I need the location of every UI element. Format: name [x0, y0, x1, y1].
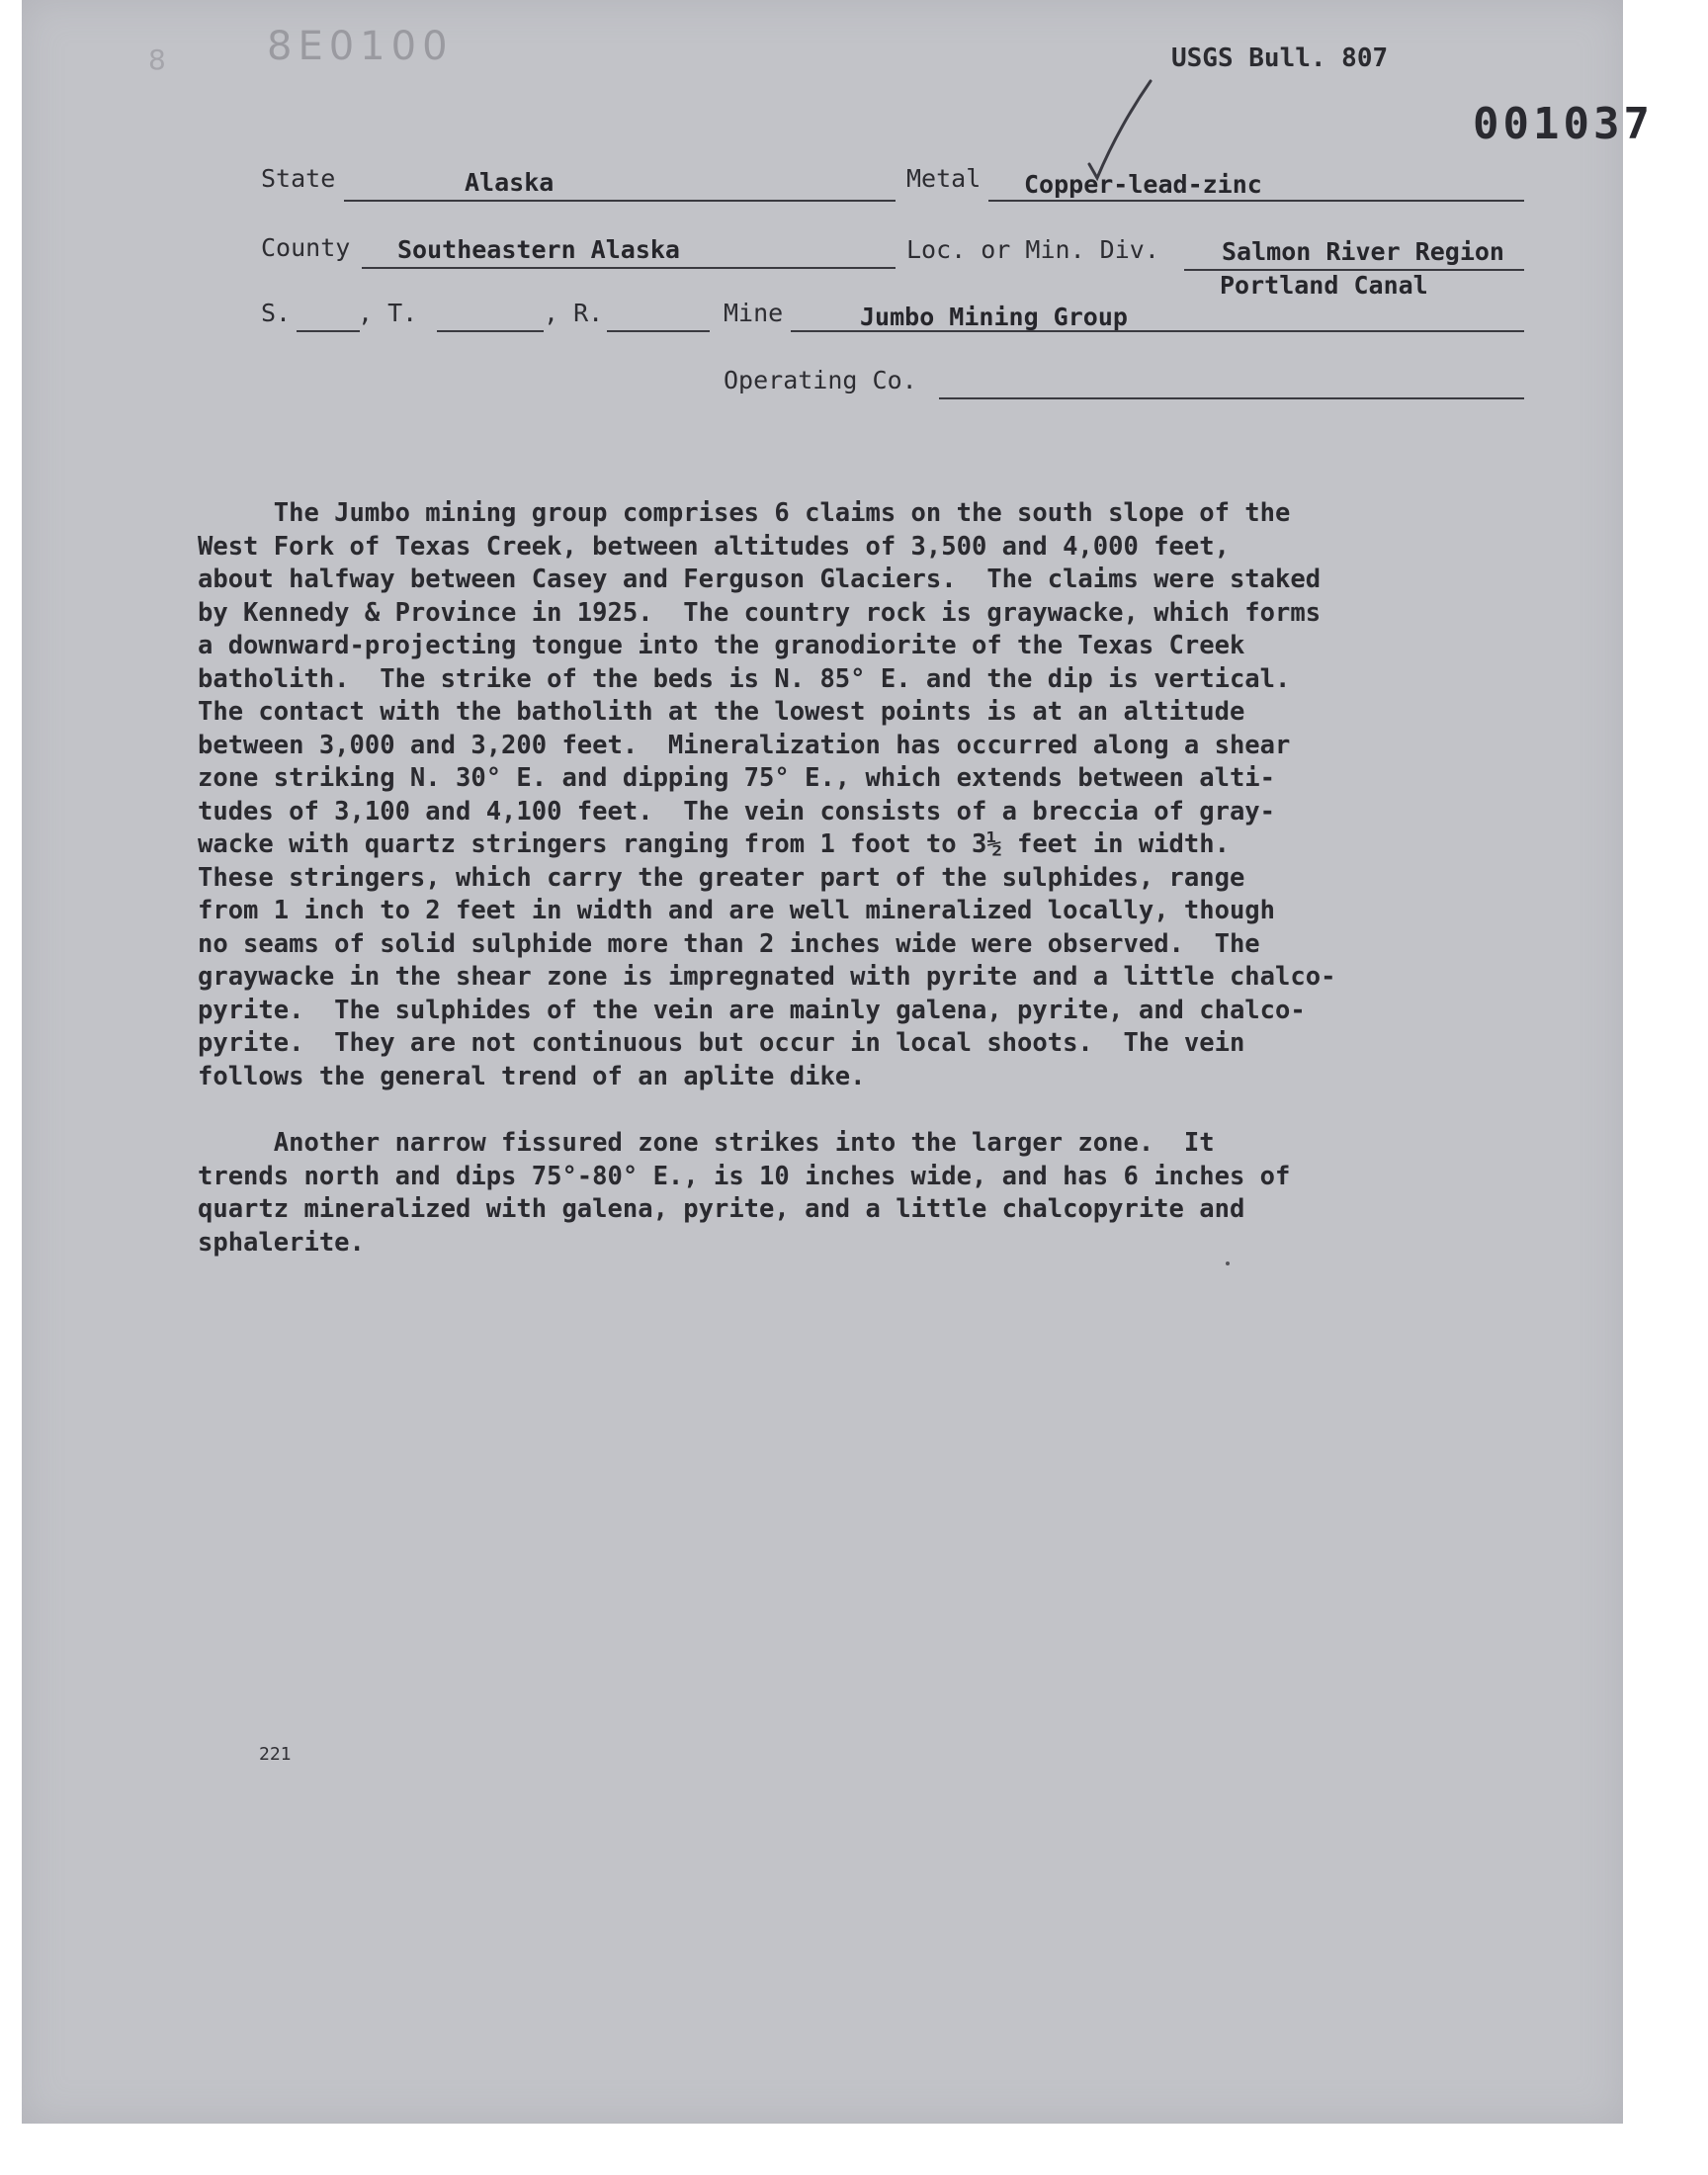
text-line: graywacke in the shear zone is impregnated with pyrite and a little chalco-	[198, 962, 1336, 992]
text-line: about halfway between Casey and Ferguson Glaciers. The claims were staked	[198, 565, 1322, 594]
county-label: County	[261, 233, 351, 262]
text-line: pyrite. They are not continuous but occur in local shoots. The vein	[198, 1028, 1245, 1058]
document-number: 001037	[1473, 99, 1654, 149]
text-line: from 1 inch to 2 feet in width and are well mineralized locally, though	[198, 896, 1276, 925]
paper-speck	[1226, 1262, 1230, 1265]
county-value: Southeastern Alaska	[397, 235, 680, 264]
county-line	[362, 267, 896, 269]
text-line: quartz mineralized with galena, pyrite, and a little chalcopyrite and	[198, 1194, 1245, 1224]
township-line	[437, 330, 544, 332]
text-line: wacke with quartz stringers ranging from 1 foot to 3½ feet in width.	[198, 829, 1230, 859]
mine-label: Mine	[724, 299, 784, 327]
text-line: West Fork of Texas Creek, between altitudes of 3,500 and 4,000 feet,	[198, 531, 1230, 562]
location-label: Loc. or Min. Div.	[906, 235, 1159, 264]
text-line: follows the general trend of an aplite dike.	[198, 1061, 866, 1091]
text-line: The contact with the batholith at the lowest points is at an altitude	[198, 697, 1245, 727]
section-line	[297, 330, 360, 332]
section-label: S.	[261, 299, 292, 327]
text-line: batholith. The strike of the beds is N. 85° E. and the dip is vertical.	[198, 663, 1291, 694]
metal-value: Copper-lead-zinc	[1024, 170, 1262, 199]
text-line: pyrite. The sulphides of the vein are mainly galena, pyrite, and chalco-	[198, 995, 1306, 1025]
range-line	[607, 330, 710, 332]
text-line: The Jumbo mining group comprises 6 claims on the south slope of the	[198, 498, 1291, 528]
text-line: These stringers, which carry the greater part of the sulphides, range	[198, 862, 1245, 893]
smudge-mark: 8	[148, 44, 166, 76]
text-line: no seams of solid sulphide more than 2 inches wide were observed. The	[198, 928, 1260, 959]
metal-line	[988, 200, 1524, 202]
archive-stamp: 8E0100	[267, 24, 454, 69]
metal-label: Metal	[906, 164, 982, 193]
state-value: Alaska	[465, 168, 555, 197]
description-paragraph-2	[198, 1127, 1483, 1260]
text-line: zone striking N. 30° E. and dipping 75° E., which extends between alti-	[198, 763, 1276, 793]
operating-co-line	[939, 397, 1524, 399]
text-line: by Kennedy & Province in 1925. The country rock is graywacke, which forms	[198, 597, 1322, 628]
location-value-2: Portland Canal	[1220, 271, 1428, 300]
text-line: a downward-projecting tongue into the granodiorite of the Texas Creek	[198, 631, 1245, 660]
township-label: , T.	[358, 299, 418, 327]
text-line: sphalerite.	[198, 1227, 365, 1258]
state-label: State	[261, 164, 336, 193]
text-line: Another narrow fissured zone strikes into the larger zone. It	[198, 1128, 1215, 1158]
bulletin-reference: USGS Bull. 807	[1171, 44, 1389, 73]
text-line: trends north and dips 75°-80° E., is 10 inches wide, and has 6 inches of	[198, 1161, 1291, 1191]
state-line	[344, 200, 896, 202]
page-number: 221	[259, 1744, 292, 1765]
description-paragraph-1	[198, 497, 1483, 1093]
mine-value: Jumbo Mining Group	[860, 303, 1128, 331]
operating-co-label: Operating Co.	[724, 366, 917, 394]
document-page	[22, 0, 1654, 2124]
range-label: , R.	[544, 299, 604, 327]
text-line: between 3,000 and 3,200 feet. Mineralization has occurred along a shear	[198, 730, 1291, 760]
text-line: tudes of 3,100 and 4,100 feet. The vein consists of a breccia of gray-	[198, 796, 1276, 826]
location-value-1: Salmon River Region	[1222, 237, 1504, 266]
